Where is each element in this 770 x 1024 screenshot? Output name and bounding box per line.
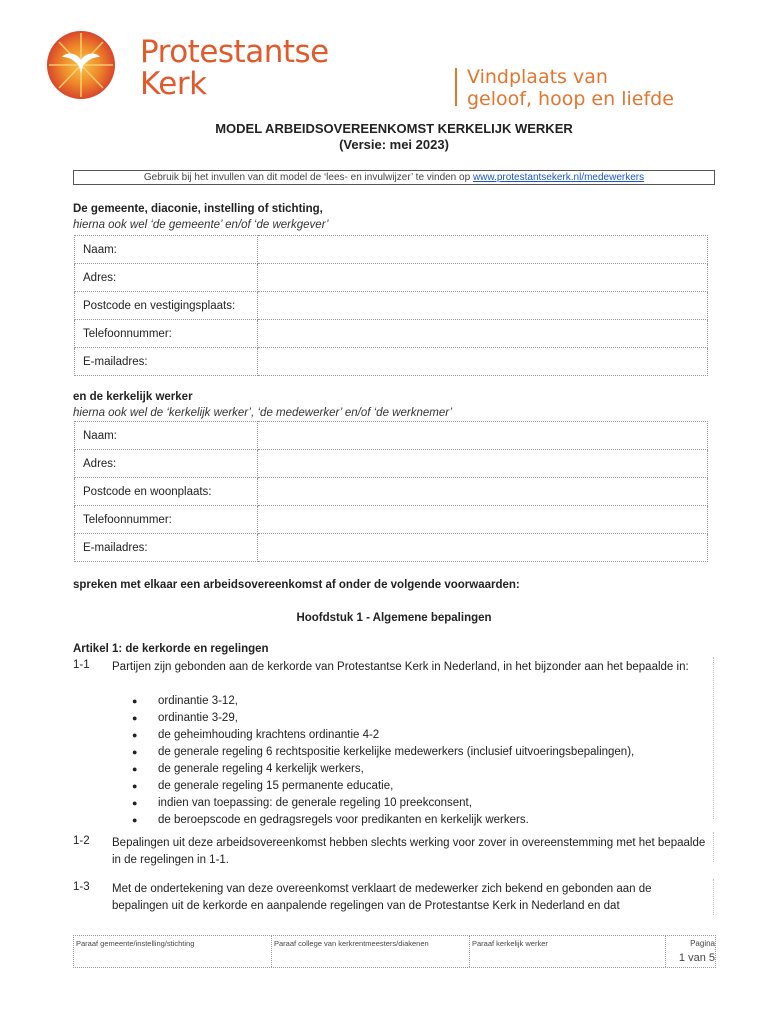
employee-phone-input[interactable]	[258, 506, 708, 534]
employer-form	[74, 235, 708, 376]
employer-address-input[interactable]	[258, 264, 708, 292]
field-label: Adres:	[75, 450, 258, 478]
employee-heading: en de kerkelijk werker	[73, 391, 193, 403]
brand-name-line2: Kerk	[140, 66, 207, 102]
employer-subheading: hierna ook wel ‘de gemeente’ en/of ‘de werkgever’	[73, 219, 329, 231]
field-label: Telefoonnummer:	[75, 320, 258, 348]
field-label: Naam:	[75, 236, 258, 264]
initials-label: Paraaf kerkelijk werker	[472, 939, 548, 948]
regulation-list	[132, 693, 634, 829]
notice-text: Gebruik bij het invullen van dit model de ‘lees- en invulwijzer’ te vinden op	[143, 172, 473, 183]
employee-email-input[interactable]	[258, 534, 708, 562]
employee-address-input[interactable]	[258, 450, 708, 478]
tagline-line2: geloof, hoop en liefde	[467, 88, 674, 110]
employer-postcode-input[interactable]	[258, 292, 708, 320]
employer-row-phone	[75, 320, 708, 348]
employer-row-postcode	[75, 292, 708, 320]
list-item: ● de generale regeling 6 rechtspositie kerkelijke medewerkers (inclusief uitvoeringsbepalingen),	[132, 744, 634, 761]
margin-line	[713, 832, 714, 862]
protestantse-kerk-logo-icon	[46, 30, 116, 100]
field-label: Postcode en vestigingsplaats:	[75, 292, 258, 320]
employer-row-email	[75, 348, 708, 376]
employee-row-email	[75, 534, 708, 562]
article-item-text: Partijen zijn gebonden aan de kerkorde van Protestantse Kerk in Nederland, in het bijzonder aan het bepaalde in:	[112, 661, 689, 673]
employer-heading: De gemeente, diaconie, instelling of stichting,	[73, 203, 323, 215]
initials-box-congregation[interactable]	[74, 936, 272, 967]
employer-name-input[interactable]	[258, 236, 708, 264]
document-version: (Versie: mei 2023)	[339, 137, 449, 152]
initials-label: Paraaf gemeente/instelling/stichting	[76, 939, 195, 948]
field-label: Telefoonnummer:	[75, 506, 258, 534]
employee-postcode-input[interactable]	[258, 478, 708, 506]
page-label: Pagina	[690, 939, 715, 948]
tagline-line1: Vindplaats van	[467, 66, 608, 88]
margin-line	[713, 657, 714, 819]
article-item-text: Bepalingen uit deze arbeidsovereenkomst hebben slechts werking voor zover in overeenstemming met het bepaalde in de regelingen in 1-1.	[112, 837, 706, 866]
employee-row-address	[75, 450, 708, 478]
list-item: ● de beroepscode en gedragsregels voor predikanten en kerkelijk werkers.	[132, 812, 634, 829]
employer-row-address	[75, 264, 708, 292]
list-item: ● ordinantie 3-29,	[132, 710, 634, 727]
field-label: Postcode en woonplaats:	[75, 478, 258, 506]
employer-phone-input[interactable]	[258, 320, 708, 348]
article-item-number: 1-2	[73, 835, 90, 847]
employee-form	[74, 421, 708, 562]
list-item: ● indien van toepassing: de generale regeling 10 preekconsent,	[132, 795, 634, 812]
page-number: 1 van 5	[678, 952, 715, 964]
initials-label: Paraaf college van kerkrentmeesters/diakenen	[274, 939, 429, 948]
initials-box-worker[interactable]	[470, 936, 666, 967]
instructions-notice	[73, 170, 715, 185]
field-label: Adres:	[75, 264, 258, 292]
tagline-divider	[455, 68, 457, 106]
chapter-heading: Hoofdstuk 1 - Algemene bepalingen	[296, 612, 492, 624]
employee-name-input[interactable]	[258, 422, 708, 450]
medewerkers-link[interactable]: www.protestantsekerk.nl/medewerkers	[472, 172, 645, 183]
list-item: ● ordinantie 3-12,	[132, 693, 634, 710]
employer-row-name	[75, 236, 708, 264]
article-item-number: 1-3	[73, 881, 90, 893]
margin-line	[713, 879, 714, 915]
agreement-intro: spreken met elkaar een arbeidsovereenkomst af onder de volgende voorwaarden:	[73, 579, 520, 591]
document-title: MODEL ARBEIDSOVEREENKOMST KERKELIJK WERKER	[215, 121, 573, 136]
initials-box-college[interactable]	[272, 936, 470, 967]
initials-footer	[73, 935, 716, 968]
field-label: E-mailadres:	[75, 348, 258, 376]
article-item-text: Met de ondertekening van deze overeenkomst verklaart de medewerker zich bekend en gebonden aan de bepalingen uit de kerkorde en aanpalende regelingen van de Protestantse Kerk in Nederland en dat	[112, 883, 652, 912]
employee-subheading: hierna ook wel de ‘kerkelijk werker’, ‘de medewerker’ en/of ‘de werknemer’	[73, 407, 453, 419]
employee-row-postcode	[75, 478, 708, 506]
article-title: Artikel 1: de kerkorde en regelingen	[73, 643, 269, 655]
field-label: Naam:	[75, 422, 258, 450]
employee-row-phone	[75, 506, 708, 534]
employee-row-name	[75, 422, 708, 450]
list-item: ● de geheimhouding krachtens ordinantie 4-2	[132, 727, 634, 744]
list-item: ● de generale regeling 15 permanente educatie,	[132, 778, 634, 795]
list-item: ● de generale regeling 4 kerkelijk werkers,	[132, 761, 634, 778]
employer-email-input[interactable]	[258, 348, 708, 376]
brand-name-line1: Protestantse	[140, 34, 329, 70]
field-label: E-mailadres:	[75, 534, 258, 562]
article-item-number: 1-1	[73, 659, 90, 671]
page-indicator	[679, 939, 715, 964]
